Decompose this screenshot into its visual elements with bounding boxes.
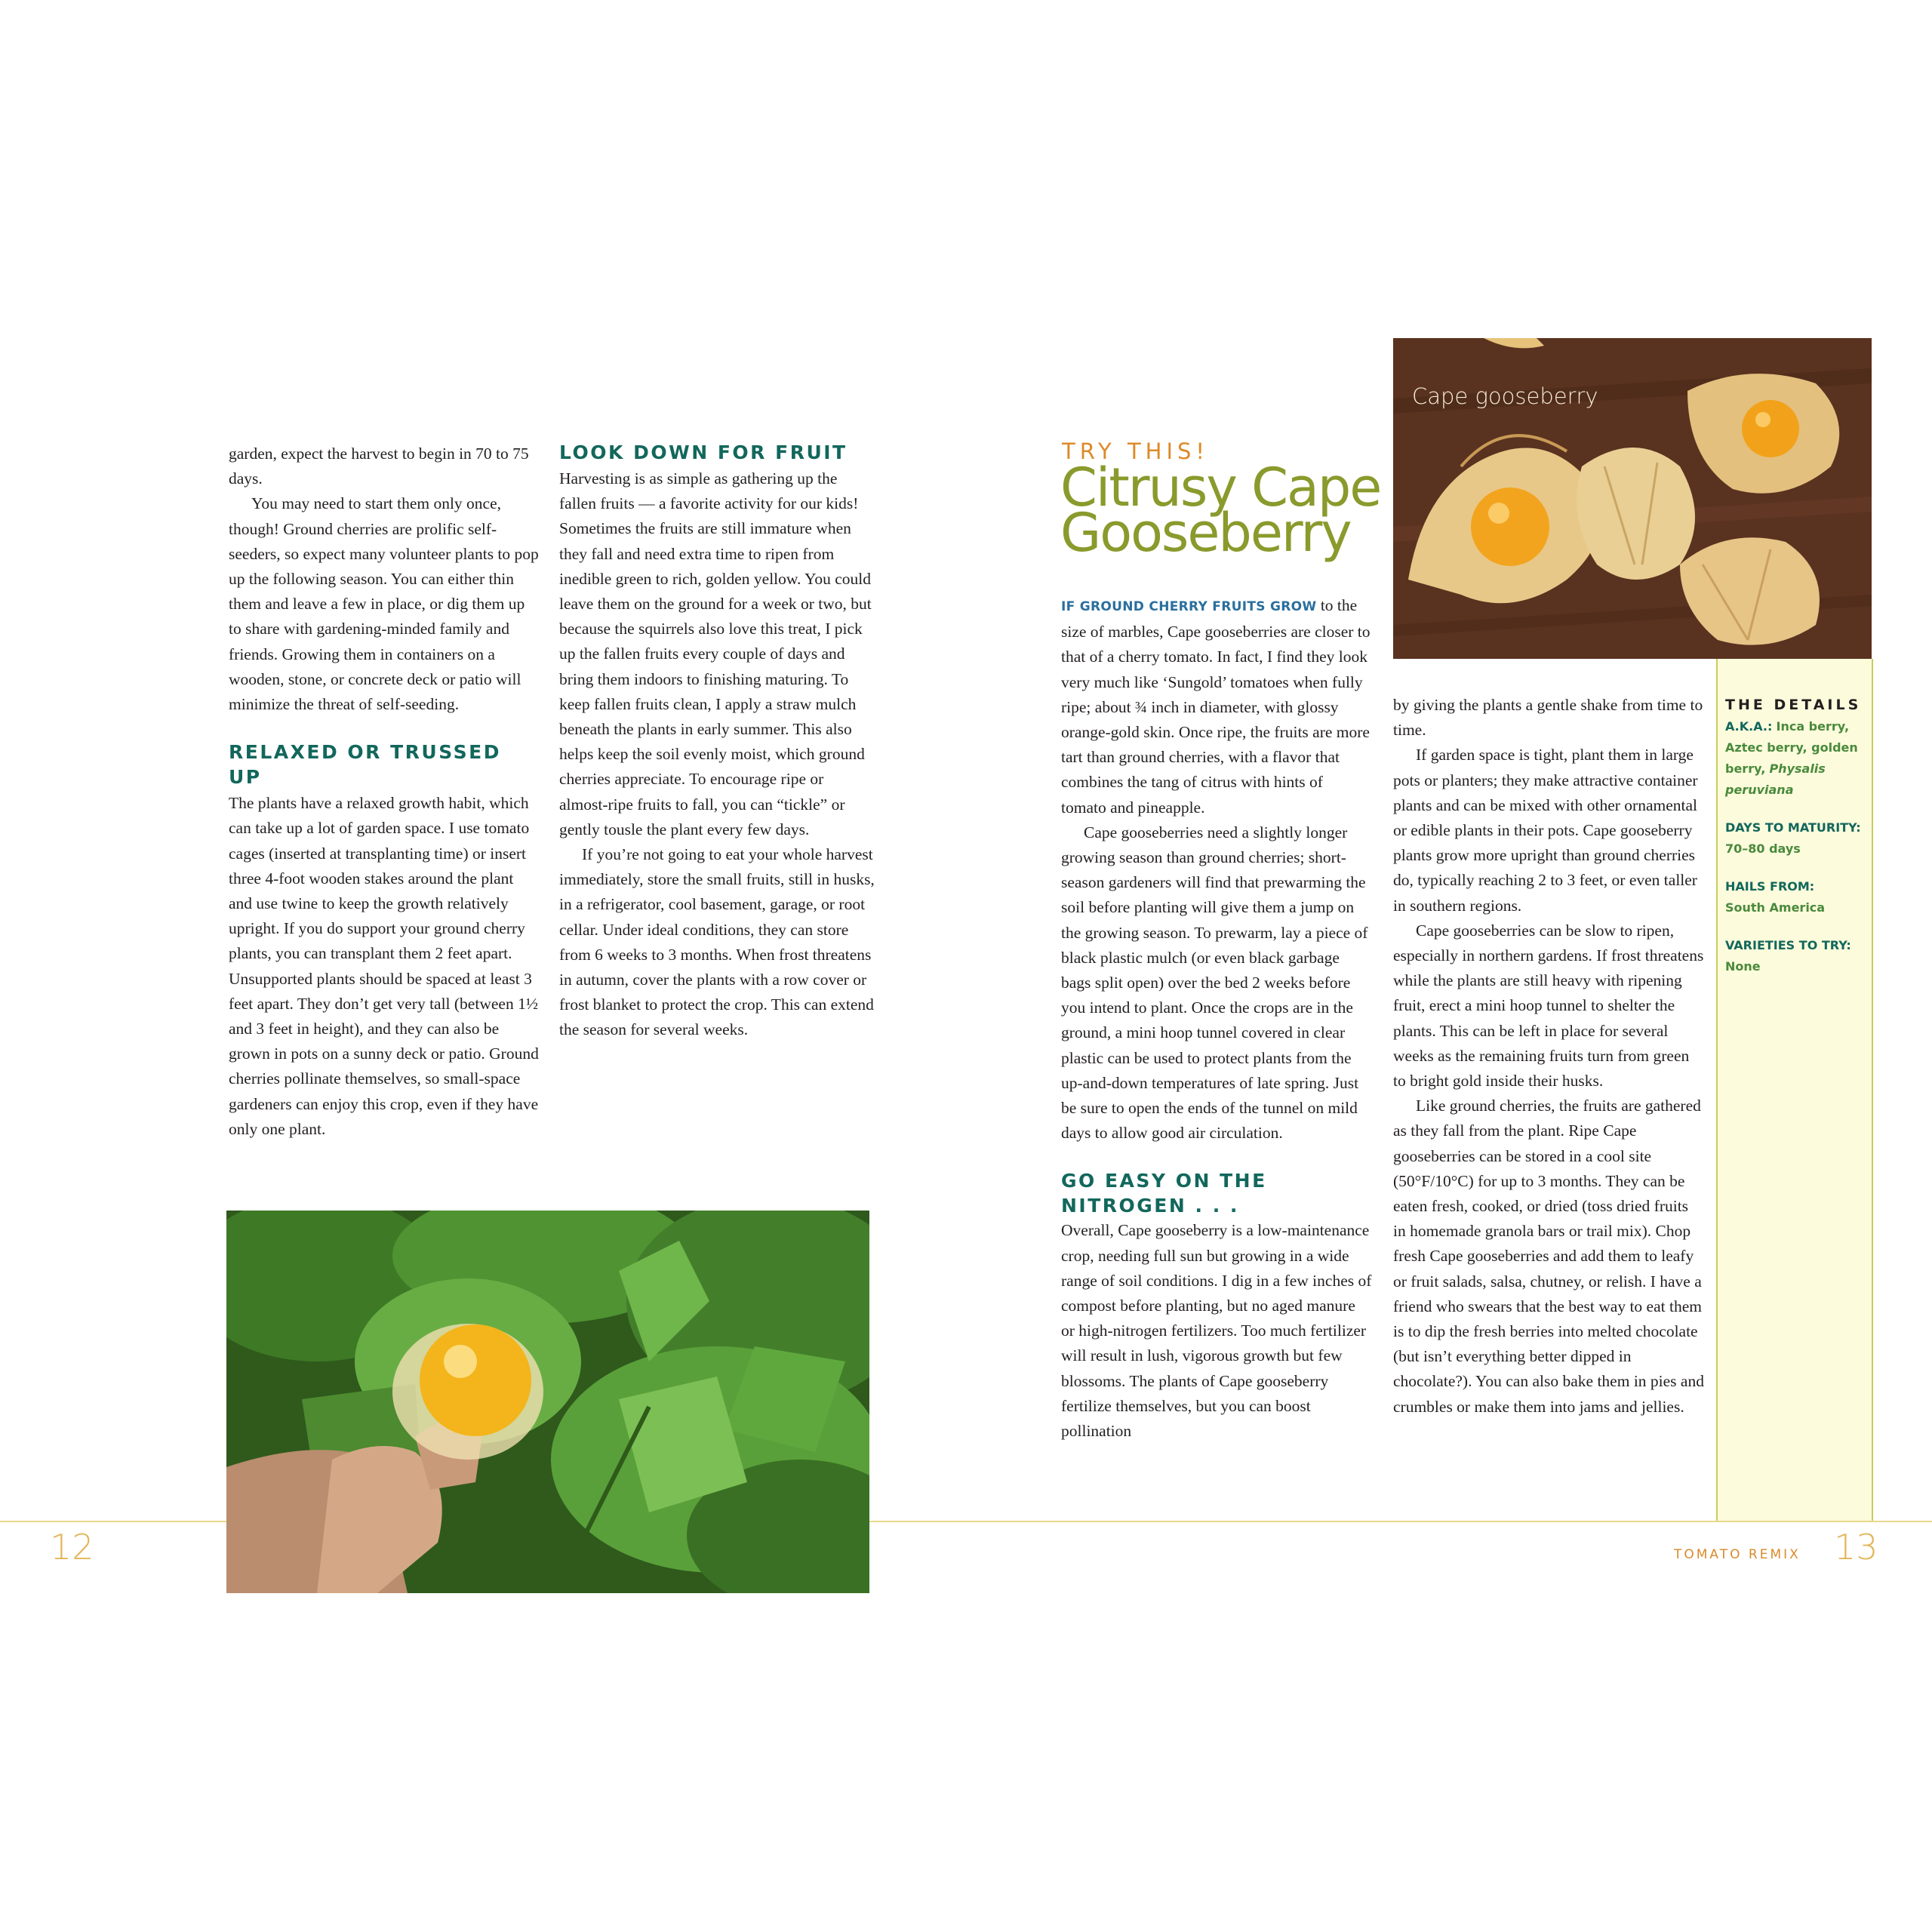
ground-cherry-photo (226, 1211, 869, 1593)
paragraph: Cape gooseberries need a slightly longer growing season than ground cherries; short-season gardeners will find that prewarming the soil before planting will give them a jump on the growing season. To prewarm, lay a piece of black plastic mulch (or even black garbage bags split open) over the bed 2 weeks before you intend to plant. Once the crops are in the ground, a mini hoop tunnel covered in clear plastic can be used to protect plants from the up-and-down temperatures of late spring. Just be sure to open the ends of the tunnel on mild days to allow good air circulation. (1061, 823, 1368, 1143)
paragraph: You may need to start them only once, though! Ground cherries are prolific self-seeders, so expect many volunteer plants to pop up the following season. You can either thin them and leave a few in place, or dig them up to share with gardening-minded family and friends. Growing them in containers on a wooden, stone, or concrete deck or patio will minimize the threat of self-seeding. (229, 494, 539, 714)
hails-label: HAILS FROM: (1725, 879, 1815, 894)
running-head: TOMATO REMIX (1674, 1547, 1801, 1562)
right-column-2 (1393, 693, 1704, 1420)
left-column-1 (229, 441, 540, 1142)
paragraph: If you’re not going to eat your whole harvest immediately, store the small fruits, still in husks, in a refrigerator, cool basement, garage, or root cellar. Under ideal conditions, they can store from 6 weeks to 3 months. When frost threatens in autumn, cover the plants with a row cover or frost blanket to protect the crop. This can extend the season for several weeks. (559, 845, 875, 1039)
right-column-1 (1061, 593, 1372, 1444)
details-varieties (1725, 935, 1864, 977)
ground-cherry-illustration (226, 1211, 869, 1593)
section-heading-nitrogen-2: NITROGEN . . . (1061, 1195, 1239, 1217)
section-heading-look-down: LOOK DOWN FOR FRUIT (559, 441, 848, 463)
left-column-2 (559, 440, 875, 1043)
paragraph: by giving the plants a gentle shake from time to time. (1393, 696, 1703, 740)
varieties-value: None (1725, 959, 1761, 974)
aka-label: A.K.A.: (1725, 719, 1773, 734)
feature-title-line1: Citrusy Cape (1060, 457, 1381, 518)
footer-rule-right (966, 1521, 1932, 1522)
hails-value: South America (1725, 900, 1826, 915)
section-heading-nitrogen-1: GO EASY ON THE (1061, 1170, 1267, 1192)
paragraph: If garden space is tight, plant them in large pots or planters; they make attractive container plants and can be mixed with other ornamental or edible plants in their pots. Cape gooseberry plants grow more upright than ground cherries do, typically reaching 2 to 3 feet, or even taller in southern regions. (1393, 746, 1698, 915)
details-hails (1725, 876, 1864, 918)
page-number-right: 13 (1834, 1527, 1878, 1567)
details-title: THE DETAILS (1725, 697, 1862, 713)
varieties-label: VARIETIES TO TRY: (1725, 938, 1851, 952)
right-page (966, 0, 1932, 1932)
cape-gooseberry-photo (1393, 338, 1872, 659)
details-sidebar (1716, 659, 1873, 1521)
paragraph: The plants have a relaxed growth habit, which can take up a lot of garden space. I use tomato cages (inserted at transplanting time) or insert three 4-foot wooden stakes around the plant and use twine to keep the growth relatively upright. If you do support your ground cherry plants, you can transplant them 2 feet apart. Unsupported plants should be spaced at least 3 feet apart. They don’t get very tall (between 1½ and 3 feet in height), and they can also be grown in pots on a sunny deck or patio. Ground cherries pollinate themselves, so small-space gardeners can enjoy this crop, even if they have only one plant. (229, 794, 539, 1138)
paragraph: Overall, Cape gooseberry is a low-maintenance crop, needing full sun but growing in a wide range of soil conditions. I dig in a few inches of compost before planting, but no aged manure or high-nitrogen fertilizers. Too much fertilizer will result in lush, vigorous growth but few blossoms. The plants of Cape gooseberry fertilize themselves, but you can boost pollination (1061, 1221, 1372, 1441)
aka-latin: Physalis peruviana (1725, 761, 1826, 797)
details-aka (1725, 716, 1864, 801)
page-number-left: 12 (50, 1527, 94, 1567)
lead-in-text: IF GROUND CHERRY FRUITS GROW (1061, 599, 1317, 614)
paragraph: Like ground cherries, the fruits are gathered as they fall from the plant. Ripe Cape gooseberries can be stored in a cool site (50°F/10°C) for up to 3 months. They can be eaten fresh, cooked, or dried (toss dried fruits in homemade granola bars or trail mix). Chop fresh Cape gooseberries and add them to leafy or fruit salads, salsa, chutney, or relish. I have a friend who swears that the best way to eat them is to dip the fresh berries into melted chocolate (but isn’t everything better dipped in chocolate?). You can also bake them in pies and crumbles or make them into jams and jellies. (1393, 1097, 1704, 1416)
try-this-label: TRY THIS! (1062, 438, 1210, 464)
paragraph: garden, expect the harvest to begin in 70 to 75 days. (229, 445, 529, 488)
lead-paragraph-text: to the size of marbles, Cape gooseberries are closer to that of a cherry tomato. In fact, I find they look very much like ‘Sungold’ tomatoes when fully ripe; about ¾ inch in diameter, with glossy orange-gold skin. Once ripe, the fruits are more tart than ground cherries, with a flavor that combines the tang of citrus with hints of tomato and pineapple. (1061, 596, 1371, 817)
maturity-label: DAYS TO MATURITY: (1725, 820, 1861, 835)
footer-rule-left-inner (869, 1521, 966, 1522)
maturity-value: 70–80 days (1725, 841, 1801, 856)
paragraph: Cape gooseberries can be slow to ripen, especially in northern gardens. If frost threatens while the plants are still heavy with ripening fruit, erect a mini hoop tunnel to shelter the plants. This can be left in place for several weeks as the remaining fruits turn from green to bright gold inside their husks. (1393, 921, 1704, 1091)
section-heading-relaxed: RELAXED OR TRUSSED UP (229, 741, 501, 789)
feature-title-line2: Gooseberry (1060, 502, 1351, 564)
paragraph: Harvesting is as simple as gathering up the fallen fruits — a favorite activity for our kids! Sometimes the fruits are still immature when they fall and need extra time to ripen from inedible green to rich, golden yellow. You could leave them on the ground for a week or two, but because the squirrels also love this treat, I pick up the fallen fruits every couple of days and bring them indoors to finishing maturing. To keep fallen fruits clean, I apply a straw mulch beneath the plants in early summer. This also helps keep the soil evenly moist, which ground cherries appreciate. To encourage ripe or almost-ripe fruits to fall, you can “tickle” or gently tousle the plant every few days. (559, 469, 872, 838)
footer-rule-left-outer (0, 1521, 226, 1522)
aka-value: Inca berry, Aztec berry, golden berry, (1725, 719, 1858, 776)
photo-caption: Cape gooseberry (1412, 383, 1598, 409)
details-maturity (1725, 817, 1864, 860)
paragraph-lead (1061, 593, 1372, 820)
